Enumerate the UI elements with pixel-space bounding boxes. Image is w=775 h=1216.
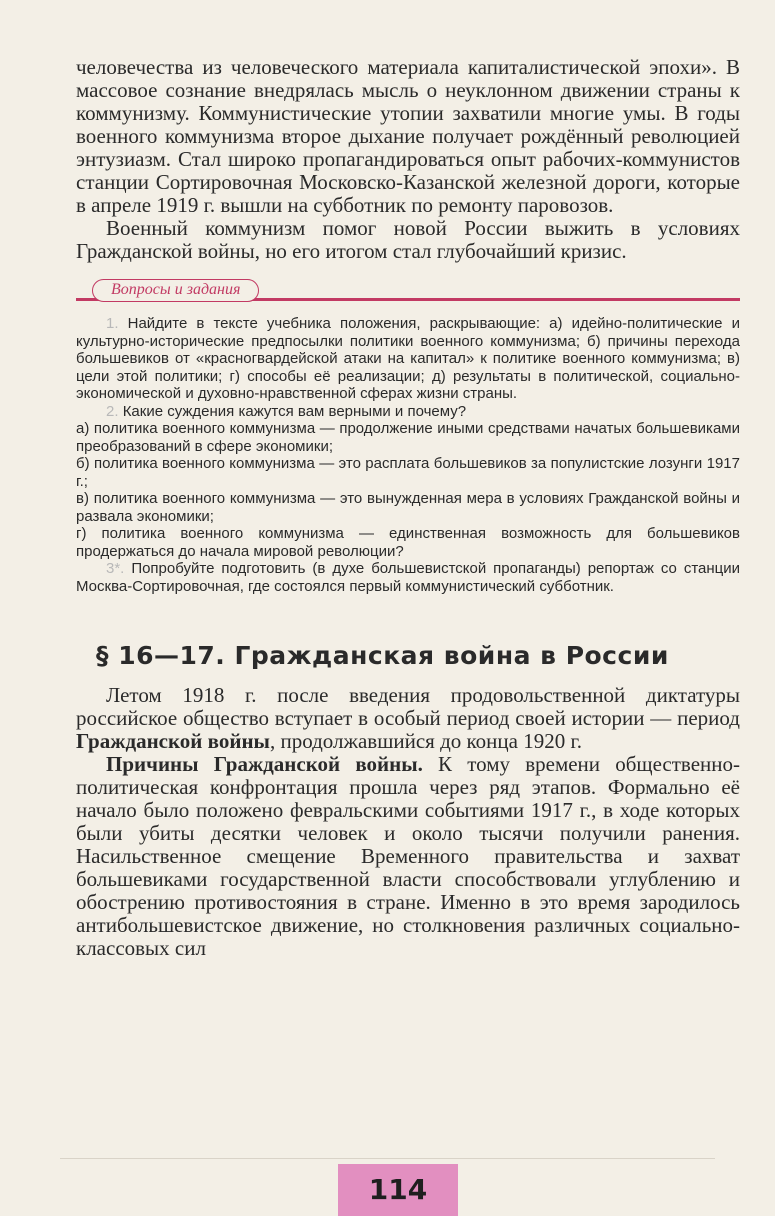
footer-rule: [60, 1158, 715, 1159]
page-number: 114: [338, 1164, 458, 1216]
intro-paragraph-2: Военный коммунизм помог новой России выжить в условиях Гражданской войны, но его итогом стал глубочайший кризис.: [76, 216, 740, 263]
question-2-option-d: г) политика военного коммунизма — единственная возможность для большевиков продержаться до начала мировой революции?: [76, 525, 740, 560]
section-paragraph-2-text: К тому времени общественно-политическая конфронтация прошла через ряд этапов. Формально её начало было положено февральскими событиями 1917 г., в ходе которых были убиты десятки человек и около тысячи получили ранения. Насильственное смещение Временного правительства и захват большевиками государственной власти способствовали углублению и обострению противостояния в стране. Именно в это время зародилось антибольшевистское движение, но столкновения различных социально-классовых сил: [76, 752, 740, 960]
section-paragraph-1-end: , продолжавшийся до конца 1920 г.: [269, 729, 582, 753]
question-1-number: 1.: [106, 315, 119, 332]
question-3: [76, 560, 740, 595]
question-2: [76, 403, 740, 421]
questions-label: Вопросы и задания: [92, 279, 259, 302]
intro-paragraph-1: человечества из человеческого материала капиталистической эпохи». В массовое сознание внедрялась мысль о неуклонном движении страны к коммунизму. Коммунистические утопии захватили многие умы. В годы военного коммунизма второе дыхание получает рождённый революцией энтузиазм. Стал широко пропагандироваться опыт рабочих-коммунистов станции Сортировочная Московско-Казанской железной дороги, которые в апреле 1919 г. вышли на субботник по ремонту паровозов.: [76, 55, 740, 217]
question-2-text: Какие суждения кажутся вам верными и почему?: [122, 402, 467, 420]
question-3-number: 3*.: [106, 560, 125, 577]
question-3-text: Попробуйте подготовить (в духе большевистской пропаганды) репортаж со станции Москва-Сортировочная, где состоялся первый коммунистический субботник.: [76, 560, 741, 595]
question-2-option-a: а) политика военного коммунизма — продолжение иными средствами начатых большевиками преобразований в сфере экономики;: [76, 420, 740, 455]
page-content: [76, 56, 740, 960]
section-paragraph-2-heading: Причины Гражданской войны.: [106, 752, 423, 776]
question-2-option-c: в) политика военного коммунизма — это вынужденная мера в условиях Гражданской войны и развала экономики;: [76, 490, 740, 525]
section-paragraph-2: [76, 753, 740, 960]
section-paragraph-1-bold: Гражданской войны: [76, 729, 270, 753]
question-2-option-b: б) политика военного коммунизма — это расплата большевиков за популистские лозунги 1917 г.;: [76, 455, 740, 490]
section-paragraph-1: [76, 684, 740, 753]
question-1-text: Найдите в тексте учебника положения, раскрывающие: а) идейно-политические и культурно-исторические предпосылки политики военного коммунизма; б) причины перехода большевиков от «красногвардейской атаки на капитал» к политике военного коммунизма; в) цели этой политики; г) способы её реализации; д) результаты в политической, социально-экономической и духовно-нравственной сферах жизни страны.: [76, 315, 740, 402]
questions-header: [76, 277, 740, 311]
questions-block: [76, 315, 740, 595]
question-1: [76, 315, 740, 403]
section-paragraph-1-start: Летом 1918 г. после введения продовольственной диктатуры российское общество вступает в особый период своей истории — период: [76, 683, 740, 730]
question-2-number: 2.: [106, 402, 119, 420]
section-title: § 16—17. Гражданская война в России: [96, 641, 669, 670]
